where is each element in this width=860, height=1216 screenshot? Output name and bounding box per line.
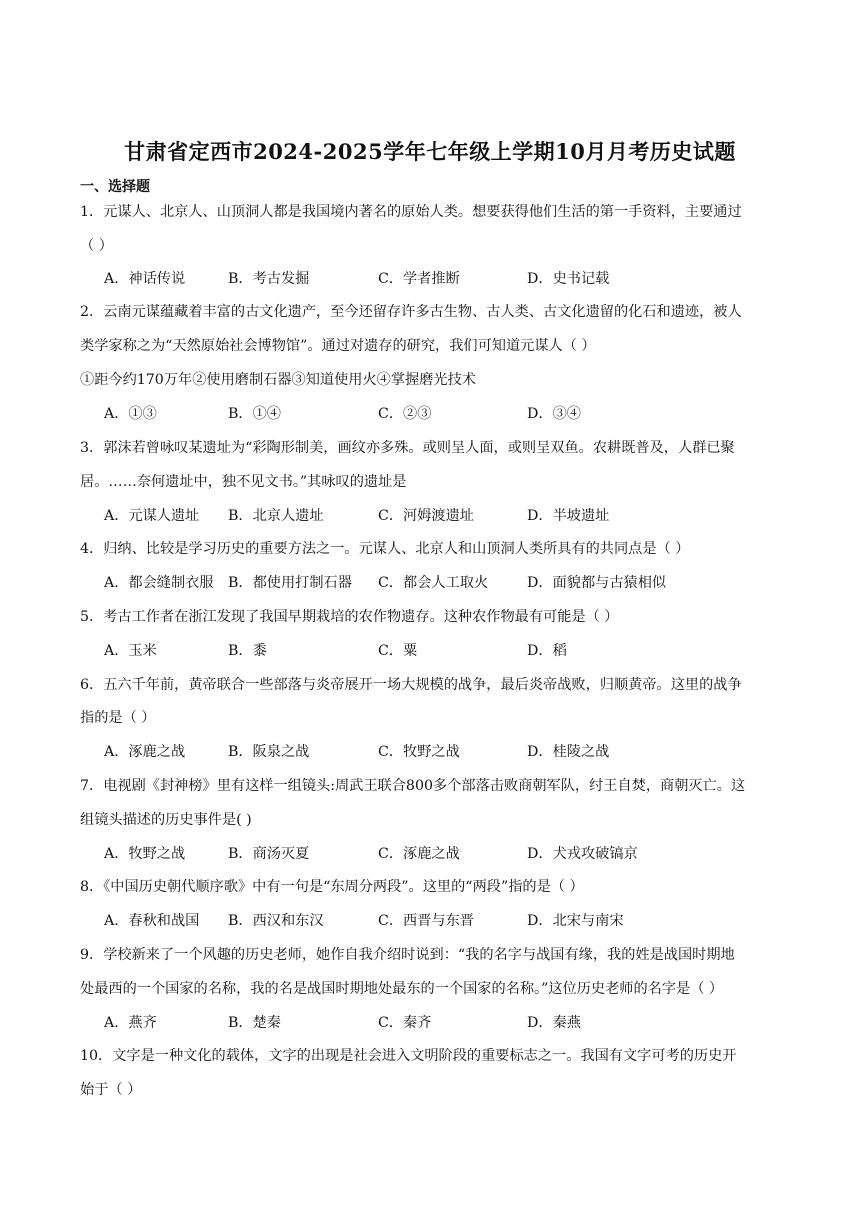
question-2-line-3: ①距今约170万年②使用磨制石器③知道使用火④掌握磨光技术 — [80, 372, 476, 388]
question-7-line-2: 组镜头描述的历史事件是( ) — [80, 812, 252, 828]
question-4-option-a[interactable]: A．都会缝制衣服 — [104, 575, 214, 591]
question-6-option-b[interactable]: B．阪泉之战 — [228, 744, 310, 760]
question-5-line-1: 5．考古工作者在浙江发现了我国早期栽培的农作物遗存。这种农作物最有可能是（ ） — [80, 609, 619, 625]
question-1-option-d[interactable]: D．史书记载 — [527, 271, 610, 287]
question-6-options — [104, 742, 784, 762]
question-9-option-d[interactable]: D．秦燕 — [527, 1015, 581, 1031]
question-8-option-c[interactable]: C．西晋与东晋 — [378, 913, 474, 929]
question-5-option-d[interactable]: D．稻 — [527, 643, 567, 659]
question-9-line-2: 处最西的一个国家的名称，我的名是战国时期地处最东的一个国家的名称。”这位历史老师的名字是（ ） — [80, 981, 724, 997]
question-3-option-c[interactable]: C．河姆渡遗址 — [378, 508, 474, 524]
question-5-options — [104, 641, 784, 661]
question-6-line-2: 指的是（ ） — [80, 710, 156, 726]
question-6-line-1: 6．五六千年前，黄帝联合一些部落与炎帝展开一场大规模的战争，最后炎帝战败，归顺黄帝。这里的战争 — [80, 677, 742, 693]
question-4-line-1: 4．归纳、比较是学习历史的重要方法之一。元谋人、北京人和山顶洞人类所具有的共同点是（ ） — [80, 541, 690, 557]
question-8-line-1: 8．《中国历史朝代顺序歌》中有一句是“东周分两段”。这里的“两段”指的是（ ） — [80, 879, 584, 895]
question-1-options — [104, 269, 784, 289]
question-2-line-1: 2．云南元谋蕴藏着丰富的古文化遗产，至今还留存许多古生物、古人类、古文化遗留的化石和遗迹，被人 — [80, 304, 742, 320]
question-10-line-2: 始于（ ） — [80, 1082, 142, 1098]
question-8-option-a[interactable]: A．春秋和战国 — [104, 913, 200, 929]
question-4-option-c[interactable]: C．都会人工取火 — [378, 575, 489, 591]
question-8-options — [104, 911, 784, 931]
question-1-option-b[interactable]: B．考古发掘 — [228, 271, 310, 287]
question-7-options — [104, 844, 784, 864]
question-9-option-b[interactable]: B．楚秦 — [228, 1015, 281, 1031]
question-1-option-c[interactable]: C．学者推断 — [378, 271, 460, 287]
question-6-option-c[interactable]: C．牧野之战 — [378, 744, 460, 760]
question-9-options — [104, 1013, 784, 1033]
question-5-option-c[interactable]: C．粟 — [378, 643, 418, 659]
question-3-line-2: 居。……奈何遗址中，独不见文书。”其咏叹的遗址是 — [80, 474, 407, 490]
question-6-option-d[interactable]: D．桂陵之战 — [527, 744, 610, 760]
question-8-option-d[interactable]: D．北宋与南宋 — [527, 913, 624, 929]
question-2-options — [104, 404, 784, 424]
question-3-option-a[interactable]: A．元谋人遗址 — [104, 508, 200, 524]
question-6-option-a[interactable]: A．涿鹿之战 — [104, 744, 186, 760]
question-1-option-a[interactable]: A．神话传说 — [104, 271, 186, 287]
question-5-option-b[interactable]: B．黍 — [228, 643, 267, 659]
question-7-option-c[interactable]: C．涿鹿之战 — [378, 846, 460, 862]
question-7-option-a[interactable]: A．牧野之战 — [104, 846, 186, 862]
question-9-option-c[interactable]: C．秦齐 — [378, 1015, 432, 1031]
question-2-option-b[interactable]: B．①④ — [228, 406, 281, 422]
question-3-options — [104, 506, 784, 526]
question-1-line-1: 1．元谋人、北京人、山顶洞人都是我国境内著名的原始人类。想要获得他们生活的第一手资料，主要通过 — [80, 204, 742, 220]
question-7-option-d[interactable]: D．犬戎攻破镐京 — [527, 846, 638, 862]
question-2-option-d[interactable]: D．③④ — [527, 406, 581, 422]
question-8-option-b[interactable]: B．西汉和东汉 — [228, 913, 324, 929]
question-7-line-1: 7．电视剧《封神榜》里有这样一组镜头:周武王联合800多个部落击败商朝军队，纣王自焚，商朝灭亡。这 — [80, 778, 746, 794]
question-7-option-b[interactable]: B．商汤灭夏 — [228, 846, 310, 862]
question-5-option-a[interactable]: A．玉米 — [104, 643, 157, 659]
page-title: 甘肃省定西市2024-2025学年七年级上学期10月月考历史试题 — [124, 139, 736, 164]
question-3-option-d[interactable]: D．半坡遗址 — [527, 508, 610, 524]
question-2-line-2: 类学家称之为“天然原始社会博物馆”。通过对遗存的研究，我们可知道元谋人（ ） — [80, 338, 596, 354]
question-9-line-1: 9．学校新来了一个风趣的历史老师，她作自我介绍时说到：“我的名字与战国有缘，我的姓是战国时期地 — [80, 947, 735, 963]
question-3-option-b[interactable]: B．北京人遗址 — [228, 508, 324, 524]
question-2-option-c[interactable]: C．②③ — [378, 406, 432, 422]
question-9-option-a[interactable]: A．燕齐 — [104, 1015, 157, 1031]
question-1-line-2: （ ） — [80, 238, 113, 254]
question-3-line-1: 3．郭沫若曾咏叹某遗址为“彩陶形制美，画纹亦多殊。或则呈人面，或则呈双鱼。农耕既普及，人群已聚 — [80, 440, 735, 456]
question-4-option-d[interactable]: D．面貌都与古猿相似 — [527, 575, 667, 591]
section-heading: 一、选择题 — [80, 179, 150, 195]
question-2-option-a[interactable]: A．①③ — [104, 406, 157, 422]
question-10-line-1: 10．文字是一种文化的载体，文字的出现是社会进入文明阶段的重要标志之一。我国有文字可考的历史开 — [80, 1048, 737, 1064]
question-4-options — [104, 573, 784, 593]
question-4-option-b[interactable]: B．都使用打制石器 — [228, 575, 352, 591]
